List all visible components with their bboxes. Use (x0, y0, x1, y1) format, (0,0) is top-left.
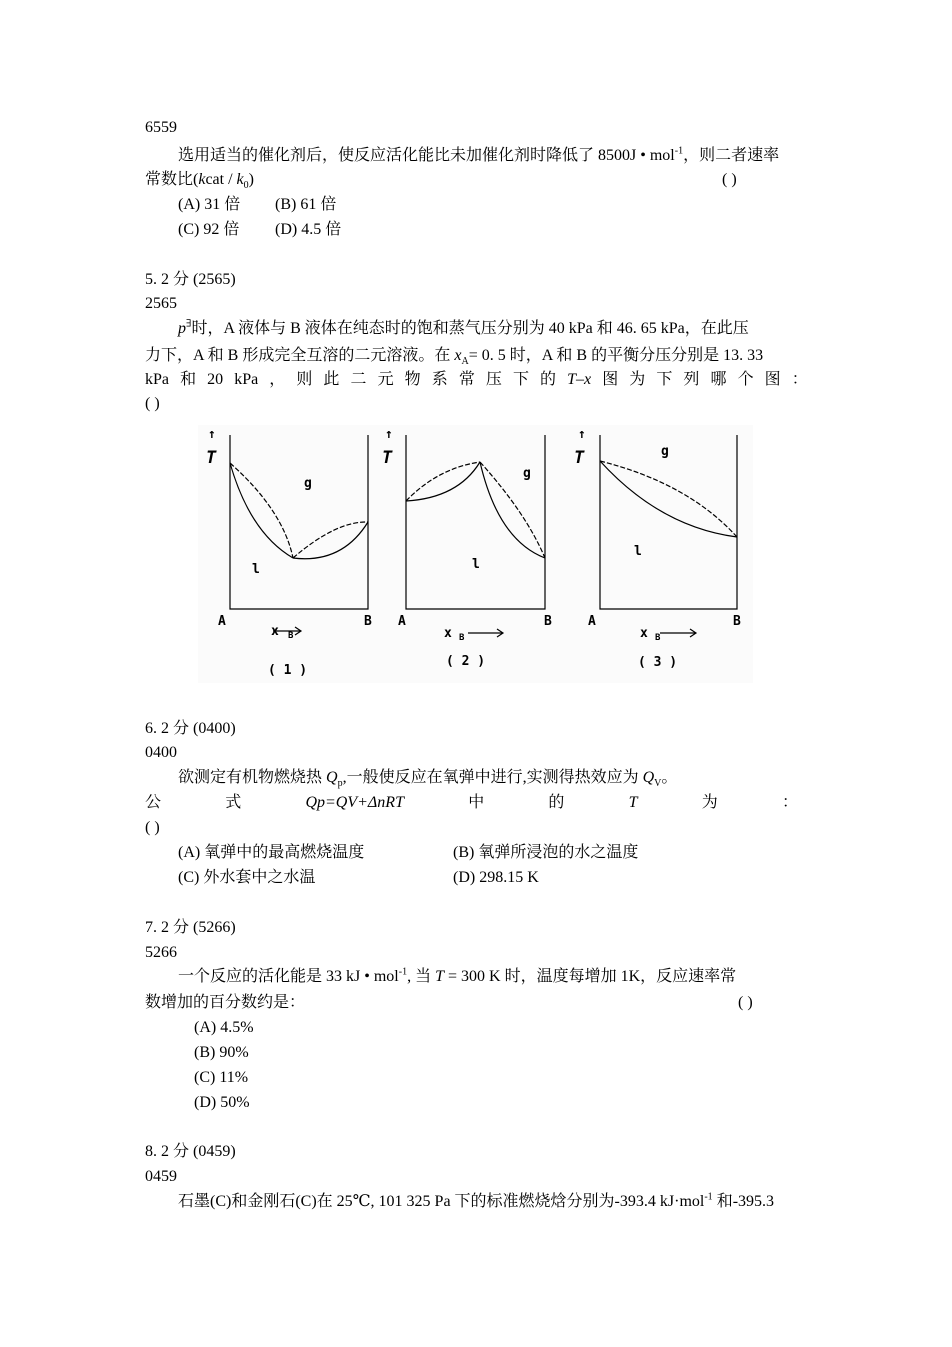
option-b: (B) 61 倍 (275, 196, 337, 213)
question-7-line-1: 一个反应的活化能是 33 kJ • mol$^{-1}$, 当 T = 300 K 时，温度每增加 1K，反应速率常 (178, 966, 737, 985)
svg-text:B: B (733, 614, 741, 629)
answer-parentheses: ( ) (722, 171, 737, 188)
svg-text:g: g (304, 476, 312, 491)
svg-text:B: B (459, 633, 465, 643)
question-header-5: 5. 2 分 (2565) (145, 271, 236, 288)
question-code-5266: 5266 (145, 944, 177, 961)
svg-text:A: A (588, 614, 596, 629)
svg-text:B: B (655, 633, 661, 643)
answer-parentheses: ( ) (145, 395, 160, 412)
question-6-line-1: 欲测定有机物燃烧热 $Q_p$,一般使反应在氧弹中进行,实测得热效应为 $Q_V$。 (178, 769, 678, 790)
question-header-8: 8. 2 分 (0459) (145, 1143, 236, 1160)
question-6-line-2: 公 式 Qp=QV+ΔnRT 中 的 T 为 ： (145, 794, 798, 811)
question-5-line-1: p∃时，A 液体与 B 液体在纯态时的饱和蒸气压分别为 40 kPa 和 46. 65 kPa，在此压 (178, 318, 749, 337)
svg-text:l: l (634, 544, 642, 559)
question-header-7: 7. 2 分 (5266) (145, 919, 236, 936)
option-c: (C) 外水套中之水温 (178, 869, 316, 886)
option-b: (B) 90% (194, 1044, 249, 1061)
svg-text:x: x (271, 624, 279, 639)
question-code-2565: 2565 (145, 295, 177, 312)
svg-text:T: T (206, 448, 217, 468)
option-a: (A) 氧弹中的最高燃烧温度 (178, 844, 365, 861)
answer-parentheses: ( ) (738, 994, 753, 1011)
svg-text:T: T (574, 448, 585, 468)
svg-text:B: B (288, 631, 294, 641)
option-d: (D) 4.5 倍 (275, 221, 342, 238)
question-6559-line-2: 常数比(kcat / $k_0$) (145, 171, 254, 192)
question-7-line-2: 数增加的百分数约是： (145, 994, 306, 1011)
question-code-0459: 0459 (145, 1168, 177, 1185)
svg-text:B: B (544, 614, 552, 629)
question-5-line-2: 力下，A 和 B 形成完全互溶的二元溶液。在 $x_A= 0$. 5 时，A 和 B 的平衡分压分别是 13. 33 (145, 347, 764, 368)
answer-parentheses: ( ) (145, 819, 160, 836)
svg-text:B: B (364, 614, 372, 629)
tx-phase-diagrams (198, 425, 753, 683)
option-b: (B) 氧弹所浸泡的水之温度 (453, 844, 639, 861)
svg-text:l: l (472, 557, 480, 572)
svg-text:( 2 ): ( 2 ) (446, 654, 486, 669)
svg-text:↑: ↑ (208, 427, 216, 442)
svg-text:x: x (444, 626, 452, 641)
svg-text:T: T (382, 448, 393, 468)
svg-text:A: A (398, 614, 406, 629)
option-a: (A) 4.5% (194, 1019, 254, 1036)
question-8-line-1: 石墨(C)和金刚石(C)在 25℃, 101 325 Pa 下的标准燃烧焓分别为-393.4 kJ·mol$^{-1}$ 和-395.3 (178, 1191, 775, 1210)
svg-text:g: g (661, 444, 669, 459)
question-5-line-3: kPa 和 20 kPa ， 则 此 二 元 物 系 常 压 下 的 T–x 图 为 下 列 哪 个 图 ： (145, 371, 808, 388)
svg-text:l: l (252, 562, 260, 577)
svg-text:↑: ↑ (578, 427, 586, 442)
svg-text:( 1 ): ( 1 ) (268, 663, 308, 678)
svg-text:↑: ↑ (385, 427, 393, 442)
svg-text:x: x (640, 626, 648, 641)
question-header-6: 6. 2 分 (0400) (145, 720, 236, 737)
svg-text:( 3 ): ( 3 ) (638, 655, 678, 670)
option-c: (C) 92 倍 (178, 221, 240, 238)
option-d: (D) 298.15 K (453, 869, 539, 886)
option-c: (C) 11% (194, 1069, 249, 1086)
question-code-0400: 0400 (145, 744, 177, 761)
svg-text:A: A (218, 614, 226, 629)
option-a: (A) 31 倍 (178, 196, 241, 213)
svg-text:g: g (523, 466, 531, 481)
question-6559-line-1: 选用适当的催化剂后，使反应活化能比未加催化剂时降低了 8500J • mol$^{-1}$，则二者速率 (178, 145, 780, 164)
option-d: (D) 50% (194, 1094, 250, 1111)
question-code-6559: 6559 (145, 119, 177, 136)
